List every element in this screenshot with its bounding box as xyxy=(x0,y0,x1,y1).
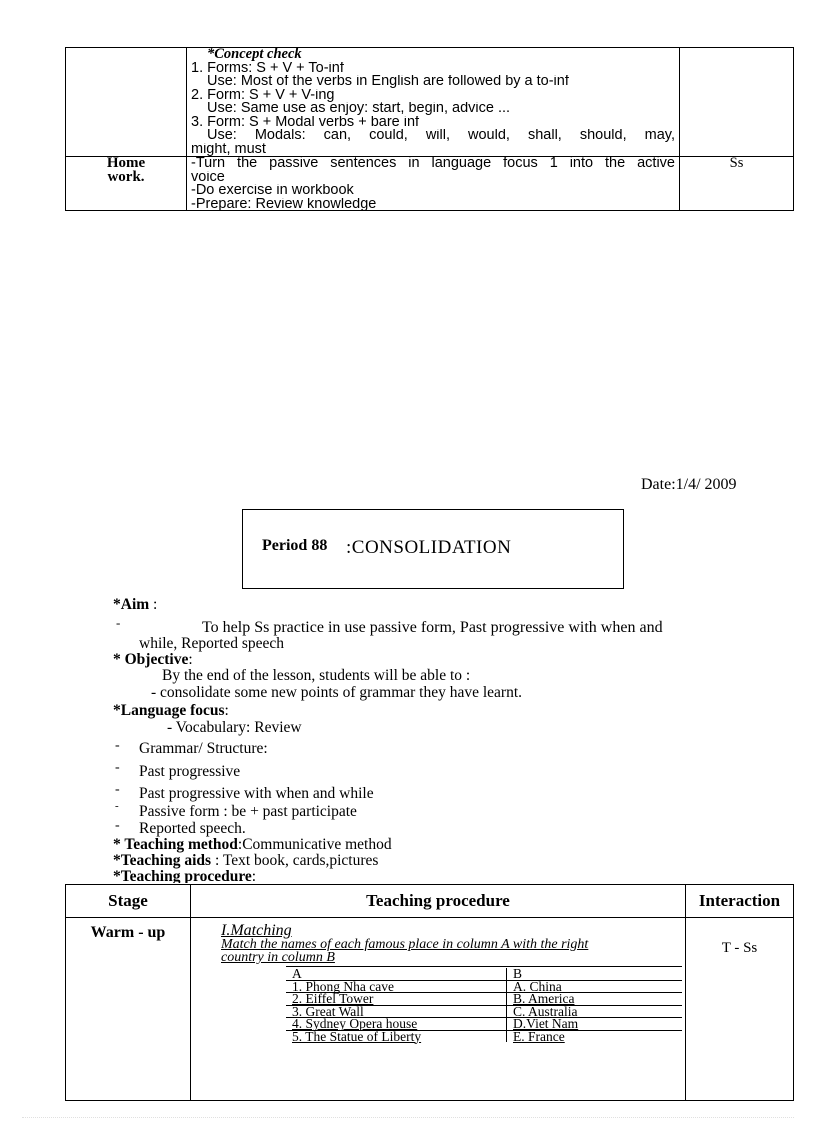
period-number: Period 88 xyxy=(262,537,328,554)
vocabulary-line: - Vocabulary: Review xyxy=(167,719,302,736)
country-name: E. France xyxy=(513,1028,565,1044)
column-header: Stage xyxy=(66,885,191,918)
interaction-cell: T - Ss xyxy=(686,918,794,1101)
aim-text: while, Reported speech xyxy=(139,635,285,652)
matching-instruction: country in column B xyxy=(221,951,335,964)
dash-bullet-icon: - xyxy=(115,738,120,753)
objective-heading: * Objective: xyxy=(113,651,193,668)
language-focus-item: Grammar/ Structure: xyxy=(139,740,268,757)
column-b-header: B xyxy=(507,968,683,980)
language-focus-item: Passive form : be + past participate xyxy=(139,803,357,820)
language-focus-item: Past progressive xyxy=(139,763,241,780)
lesson-date: Date:1/4/ 2009 xyxy=(641,476,737,493)
concept-line: Use: Same use as enjoy: start, begin, advice ... xyxy=(207,102,511,116)
dash-bullet-icon: - xyxy=(115,760,120,775)
matching-instruction: Match the names of each famous place in column A with the right xyxy=(221,938,589,951)
top-lesson-table xyxy=(65,47,794,211)
homework-line: -Do exercise in workbook xyxy=(191,184,354,198)
place-name: 1. Phong Nha cave xyxy=(286,980,507,993)
section-title: I.Matching xyxy=(221,922,292,939)
interaction-cell xyxy=(680,48,794,157)
country-name: B. America xyxy=(507,993,683,1006)
homework-line: voice xyxy=(191,170,225,184)
dash-bullet-icon: - xyxy=(115,800,119,812)
teaching-procedure-label: *Teaching procedure: xyxy=(113,869,257,883)
objective-text: By the end of the lesson, students will be able to : xyxy=(162,667,471,684)
homework-line: -Turn the passive sentences in language focus 1 into the active xyxy=(191,157,675,171)
procedure-cell xyxy=(187,157,680,211)
language-focus-item: Reported speech. xyxy=(139,820,246,837)
language-focus-item: Past progressive with when and while xyxy=(139,785,374,802)
teaching-method: * Teaching method:Communicative method xyxy=(113,836,392,853)
place-name: 4. Sydney Opera house xyxy=(286,1018,507,1031)
matching-row xyxy=(286,1030,682,1042)
stage-label: Home xyxy=(106,155,146,171)
concept-check-heading: *Concept check xyxy=(207,48,302,62)
table-row xyxy=(66,48,794,157)
country-name: C. Australia xyxy=(507,1005,683,1018)
matching-table xyxy=(286,968,682,1042)
concept-line: 3. Form: S + Modal verbs + bare inf xyxy=(191,115,420,129)
dash-bullet-icon: - xyxy=(115,782,120,797)
concept-line: might, must xyxy=(191,142,266,156)
concept-line: Use: Most of the verbs in English are followed by a to-inf xyxy=(207,75,569,89)
place-name: 3. Great Wall xyxy=(286,1005,507,1018)
aim-dash: - xyxy=(116,615,121,630)
column-a-header: A xyxy=(286,968,507,980)
stage-cell: Warm - up xyxy=(66,918,191,1101)
stage-cell xyxy=(66,48,187,157)
aim-heading: *Aim : xyxy=(113,596,158,613)
stage-cell xyxy=(66,157,187,211)
procedure-cell xyxy=(187,48,680,157)
stage-label: work. xyxy=(107,168,145,185)
dash-bullet-icon: - xyxy=(115,818,120,833)
concept-line: Use: Modals: can, could, will, would, shall, should, may, xyxy=(207,129,675,143)
column-header: Interaction xyxy=(686,885,794,918)
place-name: 2. Eiffel Tower xyxy=(286,993,507,1006)
interaction-cell: Ss xyxy=(680,157,794,211)
page-divider xyxy=(22,1117,794,1118)
concept-line: 1. Forms: S + V + To-inf xyxy=(191,61,344,75)
country-name: A. China xyxy=(507,980,683,993)
homework-line: -Prepare: Review knowledge xyxy=(191,197,377,210)
place-name: 5. The Statue of Liberty xyxy=(286,1030,507,1042)
aim-text: To help Ss practice in use passive form, Past progressive with when and xyxy=(202,619,663,636)
concept-line: 2. Form: S + V + V-ing xyxy=(191,88,335,102)
country-name: D.Viet Nam xyxy=(507,1018,683,1031)
language-focus-heading: *Language focus: xyxy=(113,702,229,719)
matching-top-rule xyxy=(286,966,682,967)
page-title: :CONSOLIDATION xyxy=(346,537,512,558)
teaching-aids: *Teaching aids : Text book, cards,pictures xyxy=(113,852,379,869)
table-header-row xyxy=(66,885,794,918)
objective-text: - consolidate some new points of grammar they have learnt. xyxy=(151,684,523,701)
column-header: Teaching procedure xyxy=(191,885,686,918)
table-row xyxy=(66,157,794,211)
